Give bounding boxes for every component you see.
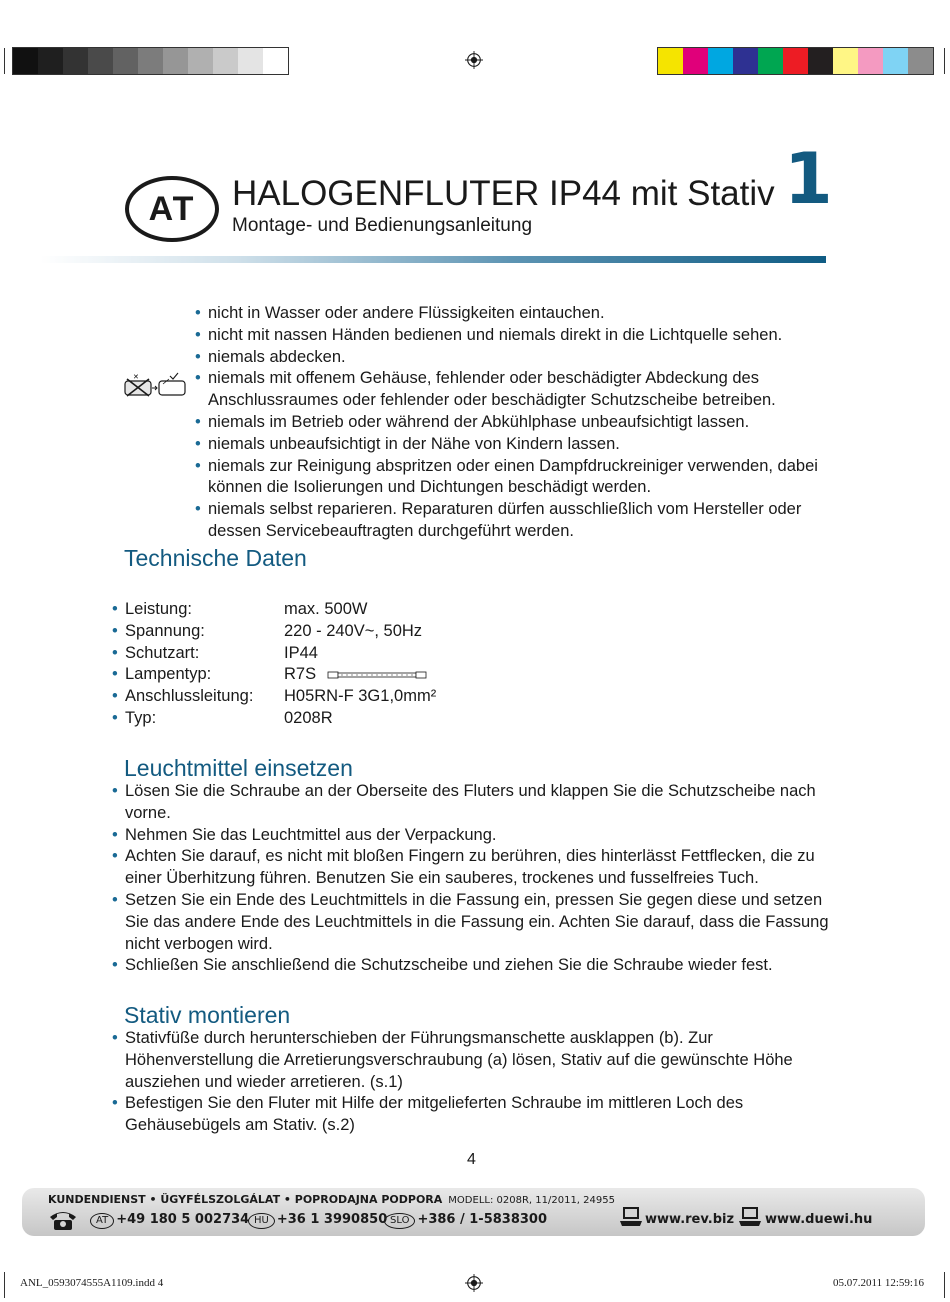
- color-swatch: [883, 48, 908, 74]
- color-swatch: [708, 48, 733, 74]
- tech-data-heading: Technische Daten: [124, 545, 307, 571]
- list-item: • Lösen Sie die Schraube an der Oberseite des Fluters und klappen Sie die Schutzscheibe nach vorne.: [112, 781, 832, 825]
- country-code-badge: HU: [248, 1213, 275, 1229]
- country-badge: AT: [125, 176, 219, 242]
- color-bar: [657, 47, 934, 75]
- spec-value: 220 - 240V~, 50Hz: [284, 621, 423, 640]
- color-swatch: [833, 48, 858, 74]
- color-swatch: [908, 48, 933, 74]
- header-divider: [40, 256, 826, 263]
- spec-row: [112, 599, 612, 621]
- list-item: • Befestigen Sie den Fluter mit Hilfe der mitgelieferten Schraube im mittleren Loch des Gehäusebügels am Stativ. (s.2): [112, 1093, 832, 1137]
- spec-label: • Lampentyp:: [125, 665, 212, 684]
- registration-mark-icon: [465, 51, 483, 69]
- tech-data-list: [112, 599, 612, 730]
- file-slug: ANL_0593074555A1109.indd 4: [20, 1277, 164, 1289]
- list-item: • niemals mit offenem Gehäuse, fehlender oder beschädigter Abdeckung des Anschlussraumes oder fehlender oder beschädigter Schutzscheibe betreiben.: [195, 368, 835, 412]
- spec-row: [112, 621, 612, 643]
- list-item: • niemals selbst reparieren. Reparaturen dürfen ausschließlich vom Hersteller oder dessen Servicebeauftragten durchgeführt werden.: [195, 499, 835, 543]
- list-item: • nicht in Wasser oder andere Flüssigkeiten eintauchen.: [195, 303, 835, 325]
- phone-number: +36 1 3990850: [276, 1212, 388, 1227]
- list-item: • niemals abdecken.: [195, 347, 835, 369]
- spec-label: • Anschlussleitung:: [125, 687, 254, 706]
- list-item: • niemals unbeaufsichtigt in der Nähe von Kindern lassen.: [195, 434, 835, 456]
- crop-mark: [944, 48, 945, 74]
- country-code-badge: SLO: [384, 1213, 415, 1229]
- safety-warnings-list: [195, 303, 835, 543]
- spec-label: • Spannung:: [125, 621, 205, 640]
- registration-mark-icon: [465, 1274, 483, 1292]
- greyscale-bar: [12, 47, 289, 75]
- list-item: • Stativfüße durch herunterschieben der Führungsmanschette ausklappen (b). Zur Höhenverstellung die Arretierungsverschraubung (a) lösen, Stativ auf die gewünschte Höhe ausziehen und wieder arretieren. (s.1): [112, 1028, 832, 1093]
- stand-assembly-heading: Stativ montieren: [124, 1002, 291, 1028]
- page-title: HALOGENFLUTER IP44 mit Stativ: [232, 174, 775, 213]
- phone-hu: [248, 1212, 387, 1229]
- laptop-icon: [619, 1206, 643, 1228]
- color-swatch: [13, 48, 38, 74]
- color-swatch: [683, 48, 708, 74]
- color-swatch: [138, 48, 163, 74]
- list-item: • Nehmen Sie das Leuchtmittel aus der Verpackung.: [112, 825, 832, 847]
- color-swatch: [188, 48, 213, 74]
- telephone-icon: [48, 1209, 78, 1231]
- spec-label: • Leistung:: [125, 600, 192, 618]
- spec-row: [112, 686, 612, 708]
- color-swatch: [113, 48, 138, 74]
- insert-bulb-heading: Leuchtmittel einsetzen: [124, 755, 353, 781]
- laptop-icon: [738, 1206, 762, 1228]
- spec-label: • Typ:: [125, 708, 157, 727]
- color-swatch: [63, 48, 88, 74]
- spec-row: [112, 708, 612, 730]
- color-swatch: [758, 48, 783, 74]
- list-item: • Schließen Sie anschließend die Schutzscheibe und ziehen Sie die Schraube wieder fest.: [112, 955, 832, 977]
- color-swatch: [263, 48, 288, 74]
- spec-value: R7S: [284, 665, 317, 684]
- spec-value: max. 500W: [284, 600, 368, 618]
- svg-text:✕: ✕: [133, 373, 139, 381]
- country-code-badge: AT: [90, 1213, 114, 1229]
- phone-at: [90, 1212, 249, 1229]
- section-number: 1: [784, 138, 833, 220]
- list-item: • Achten Sie darauf, es nicht mit bloßen Fingern zu berühren, dies hinterlässt Fettflecken, die zu einer Überhitzung führen. Benutzen Sie ein sauberes, trockenes und fusselfreies Tuch.: [112, 846, 832, 890]
- color-swatch: [808, 48, 833, 74]
- phone-slo: [384, 1212, 547, 1229]
- list-item: • niemals zur Reinigung abspritzen oder einen Dampfdruckreiniger verwenden, dabei können die Isolierungen und Dichtungen beschädigt werden.: [195, 456, 835, 500]
- model-info: MODELL: 0208R, 11/2011, 24955: [448, 1195, 615, 1206]
- color-swatch: [733, 48, 758, 74]
- list-item: • Setzen Sie ein Ende des Leuchtmittels in die Fassung ein, pressen Sie gegen diese und setzen Sie das andere Ende des Leuchtmittels in die Fassung ein. Achten Sie darauf, dass die Fassung nicht verbogen wird.: [112, 890, 832, 955]
- website-link[interactable]: www.duewi.hu: [765, 1212, 873, 1227]
- color-swatch: [163, 48, 188, 74]
- crop-mark: [4, 1272, 5, 1298]
- list-item: • nicht mit nassen Händen bedienen und niemals direkt in die Lichtquelle sehen.: [195, 325, 835, 347]
- page-subtitle: Montage- und Bedienungsanleitung: [232, 215, 533, 236]
- phone-number: +386 / 1-5838300: [417, 1212, 548, 1227]
- color-swatch: [658, 48, 683, 74]
- spec-row: [112, 643, 612, 665]
- website-link[interactable]: www.rev.biz: [645, 1212, 735, 1227]
- color-swatch: [858, 48, 883, 74]
- spec-value: H05RN-F 3G1,0mm²: [284, 687, 437, 706]
- phone-number: +49 180 5 002734: [116, 1212, 250, 1227]
- spec-label: • Schutzart:: [125, 643, 200, 662]
- color-swatch: [783, 48, 808, 74]
- spec-value: 0208R: [284, 708, 333, 727]
- spec-value: IP44: [284, 643, 318, 662]
- insert-bulb-steps: [112, 781, 832, 977]
- datetime-slug: 05.07.2011 12:59:16: [833, 1277, 924, 1289]
- crop-mark: [944, 1272, 945, 1298]
- color-swatch: [213, 48, 238, 74]
- page-number: 4: [467, 1151, 476, 1168]
- cover-warning-icon: [123, 371, 187, 399]
- halogen-tube-icon: [327, 670, 427, 680]
- color-swatch: [238, 48, 263, 74]
- service-label: KUNDENDIENST • ÜGYFÉLSZOLGÁLAT • POPRODAJNA PODPORA: [48, 1193, 443, 1206]
- crop-mark: [4, 48, 5, 74]
- list-item: • niemals im Betrieb oder während der Abkühlphase unbeaufsichtigt lassen.: [195, 412, 835, 434]
- color-swatch: [88, 48, 113, 74]
- service-line: [48, 1193, 615, 1206]
- spec-row: [112, 664, 612, 686]
- stand-assembly-steps: [112, 1028, 832, 1137]
- color-swatch: [38, 48, 63, 74]
